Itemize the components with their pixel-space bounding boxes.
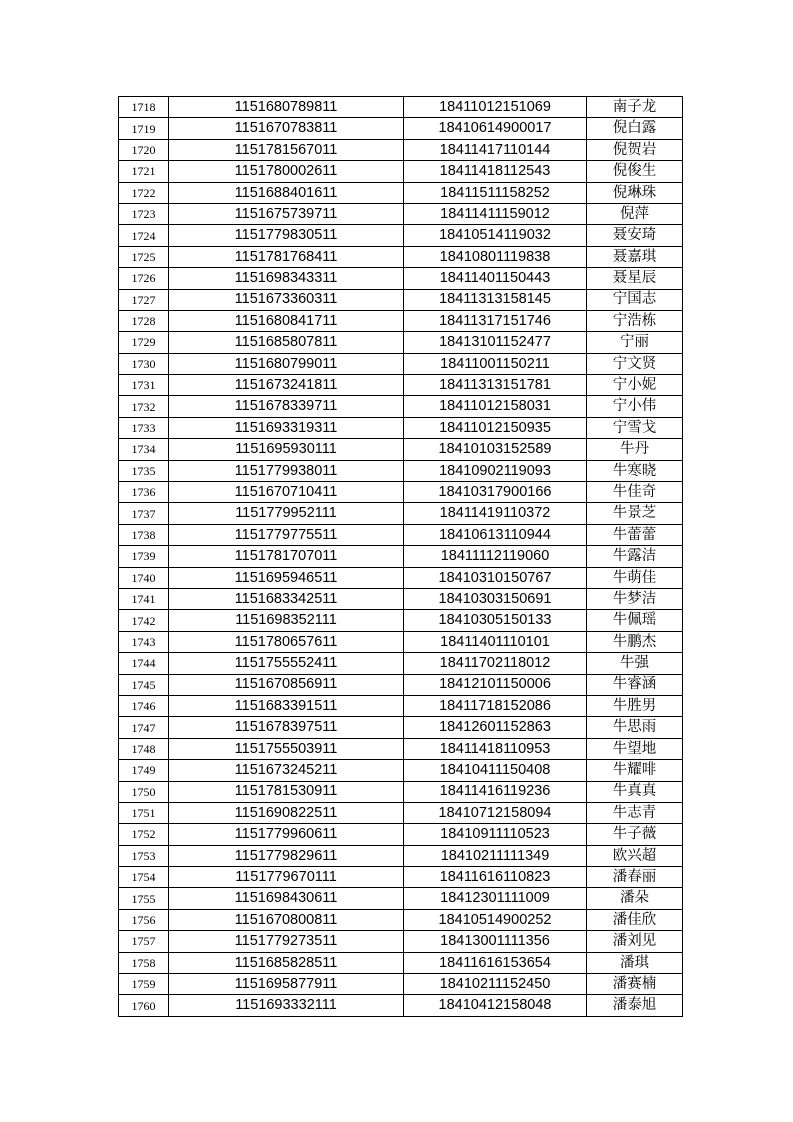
person-name-cell: 宁浩栋: [587, 310, 683, 331]
row-number-cell: 1731: [119, 375, 169, 396]
row-number-cell: 1743: [119, 631, 169, 652]
table-row: [119, 460, 683, 481]
exam-number-cell: 18410317900166: [404, 482, 587, 503]
exam-number-cell: 18411012151069: [404, 97, 587, 118]
table-row: [119, 482, 683, 503]
person-name-cell: 宁丽: [587, 332, 683, 353]
person-name-cell: 潘春丽: [587, 867, 683, 888]
person-name-cell: 宁雪戈: [587, 417, 683, 438]
row-number-cell: 1745: [119, 674, 169, 695]
exam-number-cell: 18411012150935: [404, 417, 587, 438]
row-number-cell: 1728: [119, 310, 169, 331]
exam-number-cell: 18410211152450: [404, 974, 587, 995]
exam-number-cell: 18412101150006: [404, 674, 587, 695]
registration-id-cell: 1151683391511: [169, 695, 404, 716]
registration-id-cell: 1151698430611: [169, 888, 404, 909]
table-row: [119, 546, 683, 567]
row-number-cell: 1720: [119, 139, 169, 160]
exam-number-cell: 18410103152589: [404, 439, 587, 460]
row-number-cell: 1753: [119, 845, 169, 866]
table-row: [119, 845, 683, 866]
table-row: [119, 931, 683, 952]
roster-body: [119, 97, 683, 1017]
row-number-cell: 1729: [119, 332, 169, 353]
table-row: [119, 118, 683, 139]
row-number-cell: 1723: [119, 203, 169, 224]
row-number-cell: 1742: [119, 610, 169, 631]
registration-id-cell: 1151698352111: [169, 610, 404, 631]
table-row: [119, 717, 683, 738]
exam-number-cell: 18411718152086: [404, 695, 587, 716]
exam-number-cell: 18412301111009: [404, 888, 587, 909]
person-name-cell: 倪琳珠: [587, 182, 683, 203]
table-row: [119, 225, 683, 246]
exam-number-cell: 18411418112543: [404, 161, 587, 182]
registration-id-cell: 1151781530911: [169, 781, 404, 802]
row-number-cell: 1755: [119, 888, 169, 909]
row-number-cell: 1740: [119, 567, 169, 588]
exam-number-cell: 18410911110523: [404, 824, 587, 845]
registration-id-cell: 1151779829611: [169, 845, 404, 866]
table-row: [119, 268, 683, 289]
person-name-cell: 倪贺岩: [587, 139, 683, 160]
exam-number-cell: 18410514119032: [404, 225, 587, 246]
registration-id-cell: 1151678339711: [169, 396, 404, 417]
person-name-cell: 牛丹: [587, 439, 683, 460]
registration-id-cell: 1151755503911: [169, 738, 404, 759]
registration-id-cell: 1151670710411: [169, 482, 404, 503]
exam-number-cell: 18411417110144: [404, 139, 587, 160]
row-number-cell: 1750: [119, 781, 169, 802]
exam-number-cell: 18410801119838: [404, 246, 587, 267]
registration-id-cell: 1151685828511: [169, 952, 404, 973]
person-name-cell: 宁文贤: [587, 353, 683, 374]
exam-number-cell: 18413101152477: [404, 332, 587, 353]
registration-id-cell: 1151688401611: [169, 182, 404, 203]
table-row: [119, 588, 683, 609]
row-number-cell: 1754: [119, 867, 169, 888]
row-number-cell: 1730: [119, 353, 169, 374]
table-row: [119, 867, 683, 888]
registration-id-cell: 1151781567011: [169, 139, 404, 160]
person-name-cell: 宁小伟: [587, 396, 683, 417]
row-number-cell: 1738: [119, 524, 169, 545]
registration-id-cell: 1151695877911: [169, 974, 404, 995]
person-name-cell: 牛寒晓: [587, 460, 683, 481]
exam-number-cell: 18411001150211: [404, 353, 587, 374]
table-row: [119, 203, 683, 224]
person-name-cell: 倪俊生: [587, 161, 683, 182]
registration-id-cell: 1151685807811: [169, 332, 404, 353]
table-row: [119, 289, 683, 310]
table-row: [119, 610, 683, 631]
exam-number-cell: 18413001111356: [404, 931, 587, 952]
registration-id-cell: 1151673245211: [169, 760, 404, 781]
table-row: [119, 161, 683, 182]
row-number-cell: 1756: [119, 909, 169, 930]
row-number-cell: 1722: [119, 182, 169, 203]
row-number-cell: 1748: [119, 738, 169, 759]
table-row: [119, 332, 683, 353]
registration-id-cell: 1151779960611: [169, 824, 404, 845]
exam-number-cell: 18411511158252: [404, 182, 587, 203]
row-number-cell: 1746: [119, 695, 169, 716]
table-row: [119, 995, 683, 1016]
person-name-cell: 潘泰旭: [587, 995, 683, 1016]
person-name-cell: 牛景芝: [587, 503, 683, 524]
row-number-cell: 1758: [119, 952, 169, 973]
exam-number-cell: 18410310150767: [404, 567, 587, 588]
row-number-cell: 1736: [119, 482, 169, 503]
person-name-cell: 牛胜男: [587, 695, 683, 716]
row-number-cell: 1760: [119, 995, 169, 1016]
table-row: [119, 653, 683, 674]
exam-number-cell: 18411418110953: [404, 738, 587, 759]
exam-number-cell: 18410411150408: [404, 760, 587, 781]
exam-number-cell: 18411313158145: [404, 289, 587, 310]
person-name-cell: 牛梦洁: [587, 588, 683, 609]
row-number-cell: 1744: [119, 653, 169, 674]
table-row: [119, 417, 683, 438]
exam-number-cell: 18411616153654: [404, 952, 587, 973]
exam-number-cell: 18411416119236: [404, 781, 587, 802]
exam-number-cell: 18411012158031: [404, 396, 587, 417]
row-number-cell: 1727: [119, 289, 169, 310]
exam-number-cell: 18410412158048: [404, 995, 587, 1016]
row-number-cell: 1747: [119, 717, 169, 738]
person-name-cell: 倪萍: [587, 203, 683, 224]
registration-id-cell: 1151670783811: [169, 118, 404, 139]
registration-id-cell: 1151698343311: [169, 268, 404, 289]
table-row: [119, 888, 683, 909]
person-name-cell: 牛萌佳: [587, 567, 683, 588]
row-number-cell: 1749: [119, 760, 169, 781]
registration-id-cell: 1151680799011: [169, 353, 404, 374]
registration-id-cell: 1151678397511: [169, 717, 404, 738]
exam-number-cell: 18411411159012: [404, 203, 587, 224]
table-row: [119, 952, 683, 973]
exam-number-cell: 18410303150691: [404, 588, 587, 609]
row-number-cell: 1719: [119, 118, 169, 139]
person-name-cell: 牛鹏杰: [587, 631, 683, 652]
table-row: [119, 182, 683, 203]
person-name-cell: 宁小妮: [587, 375, 683, 396]
person-name-cell: 牛佩瑶: [587, 610, 683, 631]
table-row: [119, 695, 683, 716]
exam-number-cell: 18410514900252: [404, 909, 587, 930]
registration-id-cell: 1151779273511: [169, 931, 404, 952]
row-number-cell: 1725: [119, 246, 169, 267]
registration-id-cell: 1151779775511: [169, 524, 404, 545]
table-row: [119, 909, 683, 930]
row-number-cell: 1724: [119, 225, 169, 246]
person-name-cell: 潘赛楠: [587, 974, 683, 995]
registration-id-cell: 1151779830511: [169, 225, 404, 246]
table-row: [119, 802, 683, 823]
row-number-cell: 1733: [119, 417, 169, 438]
table-row: [119, 503, 683, 524]
exam-number-cell: 18411313151781: [404, 375, 587, 396]
registration-id-cell: 1151673360311: [169, 289, 404, 310]
registration-id-cell: 1151680789811: [169, 97, 404, 118]
exam-number-cell: 18411317151746: [404, 310, 587, 331]
registration-id-cell: 1151690822511: [169, 802, 404, 823]
registration-id-cell: 1151673241811: [169, 375, 404, 396]
exam-number-cell: 18411112119060: [404, 546, 587, 567]
person-name-cell: 牛佳奇: [587, 482, 683, 503]
table-row: [119, 139, 683, 160]
exam-number-cell: 18410902119093: [404, 460, 587, 481]
exam-number-cell: 18411401110101: [404, 631, 587, 652]
person-name-cell: 宁国志: [587, 289, 683, 310]
registration-id-cell: 1151780657611: [169, 631, 404, 652]
exam-number-cell: 18410211111349: [404, 845, 587, 866]
row-number-cell: 1721: [119, 161, 169, 182]
person-name-cell: 牛蕾蕾: [587, 524, 683, 545]
roster-table: [118, 96, 683, 1017]
table-row: [119, 974, 683, 995]
person-name-cell: 倪白露: [587, 118, 683, 139]
exam-number-cell: 18411616110823: [404, 867, 587, 888]
registration-id-cell: 1151693319311: [169, 417, 404, 438]
exam-number-cell: 18411702118012: [404, 653, 587, 674]
table-row: [119, 738, 683, 759]
table-row: [119, 396, 683, 417]
person-name-cell: 牛睿涵: [587, 674, 683, 695]
table-row: [119, 760, 683, 781]
exam-number-cell: 18410712158094: [404, 802, 587, 823]
table-row: [119, 781, 683, 802]
exam-number-cell: 18410305150133: [404, 610, 587, 631]
registration-id-cell: 1151670856911: [169, 674, 404, 695]
person-name-cell: 牛志青: [587, 802, 683, 823]
row-number-cell: 1734: [119, 439, 169, 460]
registration-id-cell: 1151779952111: [169, 503, 404, 524]
registration-id-cell: 1151695930111: [169, 439, 404, 460]
row-number-cell: 1735: [119, 460, 169, 481]
table-row: [119, 567, 683, 588]
exam-number-cell: 18411419110372: [404, 503, 587, 524]
person-name-cell: 聂星辰: [587, 268, 683, 289]
row-number-cell: 1726: [119, 268, 169, 289]
person-name-cell: 潘琪: [587, 952, 683, 973]
person-name-cell: 潘刘见: [587, 931, 683, 952]
person-name-cell: 牛耀啡: [587, 760, 683, 781]
row-number-cell: 1718: [119, 97, 169, 118]
person-name-cell: 牛真真: [587, 781, 683, 802]
person-name-cell: 欧兴超: [587, 845, 683, 866]
row-number-cell: 1757: [119, 931, 169, 952]
person-name-cell: 牛露洁: [587, 546, 683, 567]
table-row: [119, 246, 683, 267]
person-name-cell: 聂安琦: [587, 225, 683, 246]
person-name-cell: 南子龙: [587, 97, 683, 118]
registration-id-cell: 1151781707011: [169, 546, 404, 567]
exam-number-cell: 18410614900017: [404, 118, 587, 139]
row-number-cell: 1732: [119, 396, 169, 417]
exam-number-cell: 18412601152863: [404, 717, 587, 738]
registration-id-cell: 1151755552411: [169, 653, 404, 674]
table-row: [119, 375, 683, 396]
table-row: [119, 353, 683, 374]
registration-id-cell: 1151780002611: [169, 161, 404, 182]
person-name-cell: 牛强: [587, 653, 683, 674]
person-name-cell: 牛子薇: [587, 824, 683, 845]
row-number-cell: 1752: [119, 824, 169, 845]
table-row: [119, 97, 683, 118]
registration-id-cell: 1151683342511: [169, 588, 404, 609]
table-row: [119, 310, 683, 331]
registration-id-cell: 1151680841711: [169, 310, 404, 331]
registration-id-cell: 1151781768411: [169, 246, 404, 267]
table-row: [119, 824, 683, 845]
person-name-cell: 潘佳欣: [587, 909, 683, 930]
registration-id-cell: 1151693332111: [169, 995, 404, 1016]
row-number-cell: 1739: [119, 546, 169, 567]
registration-id-cell: 1151670800811: [169, 909, 404, 930]
person-name-cell: 牛望地: [587, 738, 683, 759]
exam-number-cell: 18410613110944: [404, 524, 587, 545]
table-row: [119, 674, 683, 695]
registration-id-cell: 1151779938011: [169, 460, 404, 481]
exam-number-cell: 18411401150443: [404, 268, 587, 289]
table-row: [119, 439, 683, 460]
row-number-cell: 1737: [119, 503, 169, 524]
person-name-cell: 潘朵: [587, 888, 683, 909]
person-name-cell: 牛思雨: [587, 717, 683, 738]
person-name-cell: 聂嘉琪: [587, 246, 683, 267]
registration-id-cell: 1151695946511: [169, 567, 404, 588]
table-row: [119, 524, 683, 545]
registration-id-cell: 1151675739711: [169, 203, 404, 224]
row-number-cell: 1759: [119, 974, 169, 995]
table-row: [119, 631, 683, 652]
row-number-cell: 1751: [119, 802, 169, 823]
registration-id-cell: 1151779670111: [169, 867, 404, 888]
row-number-cell: 1741: [119, 588, 169, 609]
